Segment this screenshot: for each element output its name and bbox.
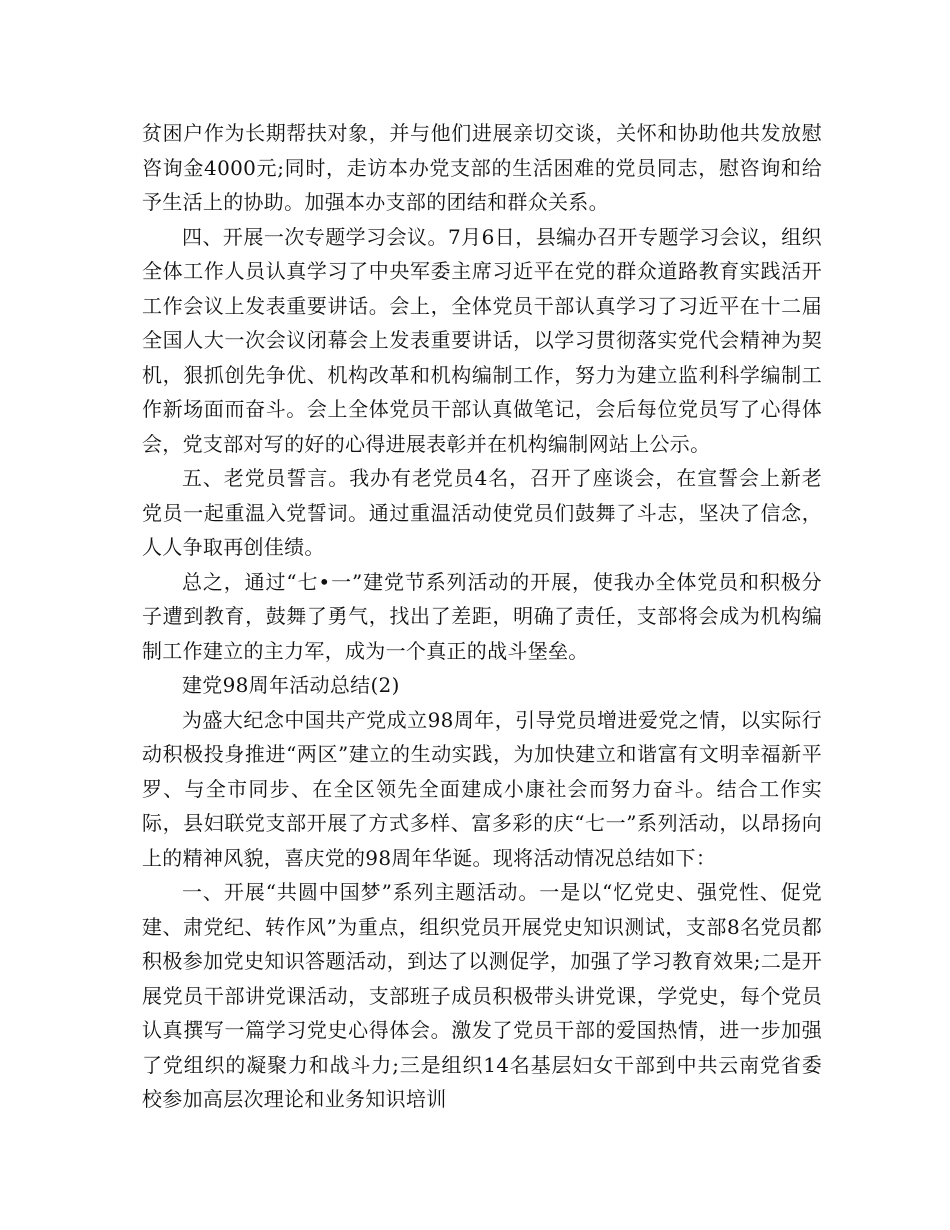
paragraph-item-four-study-meeting: 四、开展一次专题学习会议。7月6日，县编办召开专题学习会议，组织全体工作人员认真学习了中央军委主席习近平在党的群众道路教育实践活开工作会议上发表重要讲话。会上，全体党员干部认真学习了习近平在十二届全国人大一次会议闭幕会上发表重要讲话，以学习贯彻落实党代会精神为契机，狠抓创先争优、机构改革和机构编制工作，努力为建立监利科学编制工作新场面而奋斗。会上全体党员干部认真做笔记，会后每位党员写了心得体会，党支部对写的好的心得进展表彰并在机构编制网站上公示。 (142, 224, 822, 456)
paragraph-continued-poverty-aid: 贫困户作为长期帮扶对象，并与他们进展亲切交谈，关怀和协助他共发放慰咨询金4000元;同时，走访本办党支部的生活困难的党员同志，慰咨询和给予生活上的协助。加强本办支部的团结和群众关系。 (142, 121, 822, 214)
paragraph-item-five-veteran-oath: 五、老党员誓言。我办有老党员4名，召开了座谈会，在宣誓会上新老党员一起重温入党誓词。通过重温活动使党员们鼓舞了斗志，坚决了信念，人人争取再创佳绩。 (142, 466, 822, 559)
document-body (142, 116, 822, 1117)
paragraph-introduction: 为盛大纪念中国共产党成立98周年，引导党员增进爱党之情，以实际行动积极投身推进“两区”建立的生动实践，为加快建立和谐富有文明幸福新平罗、与全市同步、在全区领先全面建成小康社会而努力奋斗。结合工作实际，县妇联党支部开展了方式多样、富多彩的庆“七一”系列活动，以昂扬向上的精神风貌，喜庆党的98周年华诞。现将活动情况总结如下： (142, 707, 822, 870)
paragraph-item-one-china-dream: 一、开展“共圆中国梦”系列主题活动。一是以“忆党史、强党性、促党建、肃党纪、转作风”为重点，组织党员开展党史知识测试，支部8名党员都积极参加党史知识答题活动，到达了以测促学，加强了学习教育效果;二是开展党员干部讲党课活动，支部班子成员积极带头讲党课，学党史，每个党员认真撰写一篇学习党史心得体会。激发了党员干部的爱国热情，进一步加强了党组织的凝聚力和战斗力;三是组织14名基层妇女干部到中共云南党省委校参加高层次理论和业务知识培训 (142, 880, 822, 1111)
paragraph-conclusion: 总之，通过“七•一”建党节系列活动的开展，使我办全体党员和积极分子遭到教育，鼓舞了勇气，找出了差距，明确了责任，支部将会成为机构编制工作建立的主力军，成为一个真正的战斗堡垒。 (142, 569, 822, 663)
section-heading: 建党98周年活动总结(2) (182, 673, 400, 697)
